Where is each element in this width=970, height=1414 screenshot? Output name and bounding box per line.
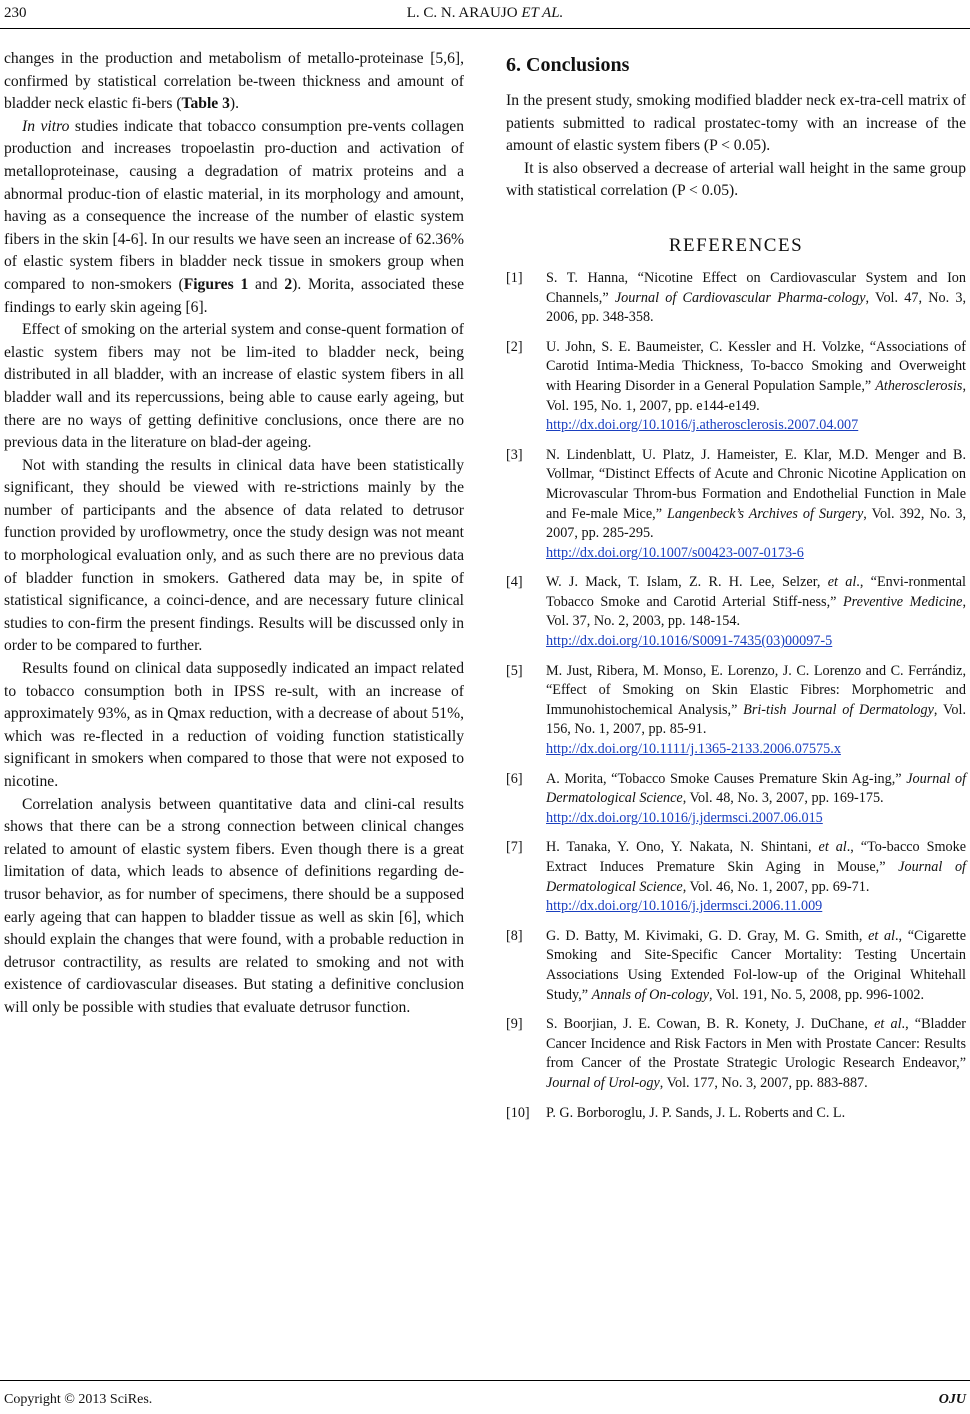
paragraph-5: Results found on clinical data supposedly indicated an impact related to tobacco consumption both in IPSS re-sult, with an increase of approximately 93%, as in Qmax reduction, with a decrease of about 51%, which was re-flected in a reduction of voiding function statistically significant in smokers when compared to those that were not exposed to nicotine.: [4, 660, 464, 790]
journal-abbrev: OJU: [938, 1392, 966, 1407]
reference-text: A. Morita, “Tobacco Smoke Causes Premature Skin Ag-ing,” Journal of Dermatological Science, Vol. 48, No. 3, 2007, pp. 169-175. http://dx.doi.org/10.1016/j.jdermsci.2007.06.015: [546, 770, 966, 829]
reference-list: [506, 269, 966, 1123]
references-heading: REFERENCES: [668, 234, 804, 256]
conclusions-heading: 6. Conclusions: [506, 54, 630, 76]
doi-link[interactable]: http://dx.doi.org/10.1111/j.1365-2133.2006.07575.x: [546, 741, 841, 758]
reference-item: [506, 269, 966, 328]
reference-text: S. T. Hanna, “Nicotine Effect on Cardiovascular System and Ion Channels,” Journal of Cardiovascular Pharma-cology, Vol. 47, No. 3, 2006, pp. 348-358.: [546, 269, 966, 326]
page-number: 230: [4, 5, 27, 21]
reference-text: P. G. Borboroglu, J. P. Sands, J. L. Roberts and C. L.: [546, 1104, 846, 1121]
reference-text: G. D. Batty, M. Kivimaki, G. D. Gray, M. G. Smith, et al., “Cigarette Smoking and Site-Specific Cancer Mortality: Testing Uncertain Associations Using Extended Fol-low-up of the Original Whitehall Study,” Annals of On-cology, Vol. 191, No. 5, 2008, pp. 996-1002.: [546, 927, 966, 1003]
reference-text: N. Lindenblatt, U. Platz, J. Hameister, E. Klar, M.D. Menger and B. Vollmar, “Distinct Effects of Acute and Chronic Nicotine Application on Microvascular Throm-bus Formation and Endothelial Function in Male and Fe-male Mice,” Langenbeck’s Archives of Surgery, Vol. 392, No. 3, 2007, pp. 285-295. http://dx.doi.org/10.1007/s00423-007-0173-6: [546, 446, 966, 564]
paragraph-6: Correlation analysis between quantitative data and clini-cal results shows that there can be a strong connection between clinical changes related to amount of elastic system fibers. Even though there is a great limitation of data, which leads to absence of definitions regarding de-trusor behavior, as for number of specimens, there should be a supposed early ageing that can happen to bladder tissue as well as skin [6], which should explain the changes that were found, with a probable reduction in detrusor contractility, as results are related to smoking and not with existence of cardiovascular diseases. But stating a definitive conclusion will only be possible with studies that evaluate detrusor function.: [4, 795, 464, 1016]
doi-link[interactable]: http://dx.doi.org/10.1016/j.jdermsci.2006.11.009: [546, 898, 823, 915]
reference-item: [506, 838, 966, 916]
reference-number: [2]: [506, 338, 523, 355]
reference-number: [3]: [506, 446, 523, 463]
reference-number: [4]: [506, 574, 523, 591]
reference-item: [506, 770, 966, 829]
reference-item: [506, 662, 966, 760]
copyright: Copyright © 2013 SciRes.: [4, 1392, 153, 1407]
reference-item: [506, 1015, 966, 1093]
reference-text: S. Boorjian, J. E. Cowan, B. R. Konety, J. DuChane, et al., “Bladder Cancer Incidence and Risk Factors in Men with Prostate Cancer: Results from Cancer of the Prostate Strategic Urologic Research Endeavor,” Journal of Urol-ogy, Vol. 177, No. 3, 2007, pp. 883-887.: [546, 1016, 966, 1091]
paragraph-3: Effect of smoking on the arterial system and conse-quent formation of elastic system fibers may not be lim-ited to bladder neck, being distributed in all bladder, with an increase of elastic system fibers in all bladder wall and its repercussions, being able to cause early ageing, but there are no ways of getting definitive conclusions, once there are no previous data in the literature on blad-der ageing.: [4, 321, 464, 452]
reference-text: U. John, S. E. Baumeister, C. Kessler and H. Volzke, “Associations of Carotid Intima-Media Thickness, To-bacco Smoking and Overweight with Hearing Disorder in a General Population Sample,” Atherosclerosis, Vol. 195, No. 1, 2007, pp. e144-e149. http://dx.doi.org/10.1016/j.atherosclerosis.2007.04.007: [546, 338, 966, 436]
paragraph-2: In vitro studies indicate that tobacco consumption pre-vents collagen production and increases tropoelastin pro-duction and activation of metalloproteinase, causing a degradation of matrix proteins and a abnormal produc-tion of elastic material, in its morphology and amount, having as a consequence the increase of the number of elastic system fibers in the skin [4-6]. In our results we have seen an increase of 62.36% of elastic system fibers in bladder neck tissue in smokers group when compared to non-smokers (Figures 1 and 2). Morita, associated these findings to early skin ageing [6].: [4, 117, 465, 316]
doi-link[interactable]: http://dx.doi.org/10.1016/S0091-7435(03)00097-5: [546, 633, 833, 650]
paragraph-1: changes in the production and metabolism of metallo-proteinase [5,6], confirmed by statistical correlation be-tween thickness and amount of bladder neck elastic fi-bers (Table 3).: [4, 50, 464, 113]
reference-number: [6]: [506, 770, 523, 787]
footer-rule: [0, 1380, 970, 1381]
reference-item: [506, 1104, 966, 1124]
header-rule: [0, 28, 970, 29]
left-column: [4, 48, 464, 1020]
reference-item: [506, 573, 966, 651]
reference-number: [1]: [506, 269, 523, 286]
reference-number: [10]: [506, 1104, 530, 1121]
reference-number: [9]: [506, 1016, 523, 1033]
reference-number: [7]: [506, 839, 523, 856]
doi-link[interactable]: http://dx.doi.org/10.1016/j.jdermsci.2007.06.015: [546, 809, 823, 826]
reference-item: [506, 446, 966, 564]
reference-item: [506, 927, 966, 1005]
conclusion-paragraph-1: In the present study, smoking modified bladder neck ex-tra-cell matrix of patients submitted to radical prostatec-tomy with an increase of the amount of elastic system fibers (P < 0.05).: [506, 92, 966, 155]
doi-link[interactable]: http://dx.doi.org/10.1016/j.atherosclerosis.2007.04.007: [546, 417, 859, 434]
doi-link[interactable]: http://dx.doi.org/10.1007/s00423-007-0173-6: [546, 544, 804, 561]
page-footer: [0, 1380, 970, 1414]
reference-text: W. J. Mack, T. Islam, Z. R. H. Lee, Selzer, et al., “Envi-ronmental Tobacco Smoke and Carotid Arterial Stiff-ness,” Preventive Medicine, Vol. 37, No. 2, 2003, pp. 148-154. http://dx.doi.org/10.1016/S0091-7435(03)00097-5: [546, 573, 966, 651]
reference-number: [5]: [506, 662, 523, 679]
page-header: [0, 0, 970, 30]
right-column: [506, 48, 966, 1133]
paragraph-4: Not with standing the results in clinical data have been statistically significant, they should be viewed with re-strictions mainly by the number of participants and the absence of data related to detrusor function provided by uroflowmetry, once the study design was not meant to morphological evaluation only, and as such there are no previous data of bladder function in smokers. Gathered data may be, in spite of statistical significance, a coinci-dence, and are necessary future clinical studies to con-firm the present findings. Results will be discussed only in order to be compared to further.: [4, 456, 464, 655]
running-head: L. C. N. ARAUJO ET AL.: [406, 5, 564, 21]
reference-number: [8]: [506, 927, 523, 944]
reference-text: M. Just, Ribera, M. Monso, E. Lorenzo, J. C. Lorenzo and C. Ferrándiz, “Effect of Smoking on Skin Elastic Fibres: Morphometric and Immunohistochemical Analysis,” Bri-tish Journal of Dermatology, Vol. 156, No. 1, 2007, pp. 85-91. http://dx.doi.org/10.1111/j.1365-2133.2006.07575.x: [546, 662, 966, 760]
conclusion-paragraph-2: It is also observed a decrease of arterial wall height in the same group with statistical correlation (P < 0.05).: [506, 159, 966, 200]
reference-item: [506, 338, 966, 436]
reference-text: H. Tanaka, Y. Ono, Y. Nakata, N. Shintani, et al., “To-bacco Smoke Extract Induces Premature Skin Aging in Mouse,” Journal of Dermatological Science, Vol. 46, No. 1, 2007, pp. 69-71. http://dx.doi.org/10.1016/j.jdermsci.2006.11.009: [546, 838, 966, 916]
